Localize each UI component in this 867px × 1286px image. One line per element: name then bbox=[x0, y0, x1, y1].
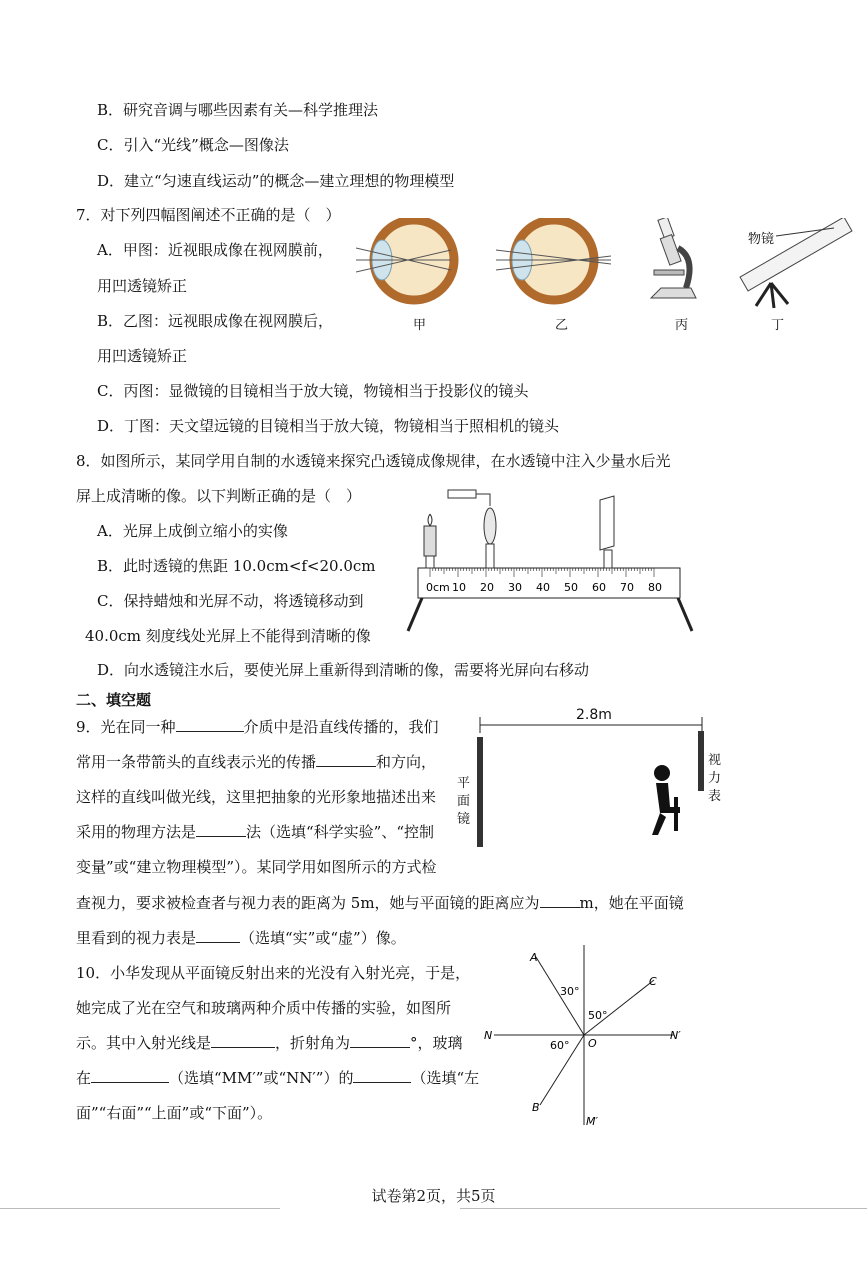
q10-line3 bbox=[76, 1033, 463, 1053]
section-2-title: 二、填空题 bbox=[76, 691, 152, 709]
q10-text-3b: ，折射角为 bbox=[275, 1034, 351, 1052]
point-o-label: O bbox=[588, 1037, 597, 1050]
q10-blank-2[interactable] bbox=[350, 1033, 410, 1048]
point-b-label: B bbox=[532, 1101, 540, 1114]
q9-text-1a: 9．光在同一种 bbox=[76, 718, 176, 736]
page-footer: 试卷第2页，共5页 bbox=[371, 1187, 496, 1205]
point-n-label: N bbox=[484, 1029, 493, 1042]
telescope-objective-label: 物镜 bbox=[748, 232, 775, 247]
eye-chart bbox=[698, 731, 704, 791]
q9-blank-2[interactable] bbox=[316, 752, 376, 767]
fig-label-bing: 丙 bbox=[675, 318, 689, 333]
q6-option-c: C．引入“光线”概念—图像法 bbox=[97, 136, 289, 154]
ruler-tick-label: 40 bbox=[536, 581, 550, 594]
q9-text-7a: 里看到的视力表是 bbox=[76, 929, 197, 947]
angle-50-label: 50° bbox=[588, 1009, 608, 1022]
q7-option-c: C．丙图：显微镜的目镜相当于放大镜，物镜相当于投影仪的镜头 bbox=[97, 382, 529, 400]
q9-line2 bbox=[76, 752, 436, 772]
eye-test-figure bbox=[460, 705, 720, 855]
microscope-figure bbox=[651, 218, 696, 298]
q9-text-6b: m，她在平面镜 bbox=[579, 894, 684, 912]
q9-blank-3[interactable] bbox=[196, 822, 246, 837]
q9-blank-5[interactable] bbox=[196, 928, 240, 943]
angle-60-label: 60° bbox=[550, 1039, 570, 1052]
q10-text-4b: （选填“MM′”或“NN′”）的 bbox=[169, 1069, 354, 1087]
ruler-tick-label: 60 bbox=[592, 581, 606, 594]
mirror-label: 平面镜 bbox=[457, 776, 471, 827]
chart-label: 视力表 bbox=[708, 753, 722, 804]
q8-option-b: B．此时透镜的焦距 10.0cm<f<20.0cm bbox=[97, 557, 376, 575]
ruler-tick-label: 50 bbox=[564, 581, 578, 594]
q9-line7 bbox=[76, 928, 406, 948]
distance-label: 2.8m bbox=[576, 707, 612, 723]
q8-option-a: A．光屏上成倒立缩小的实像 bbox=[97, 522, 288, 540]
q9-text-2b: 和方向， bbox=[376, 753, 437, 771]
point-a-label: A bbox=[530, 951, 538, 964]
fig-label-ding: 丁 bbox=[771, 318, 785, 333]
q9-blank-4[interactable] bbox=[540, 893, 580, 908]
point-m-prime-label: M′ bbox=[586, 1115, 598, 1128]
q8-stem-line2: 屏上成清晰的像。以下判断正确的是（ ） bbox=[76, 487, 362, 505]
q8-option-c-line1: C．保持蜡烛和光屏不动，将透镜移动到 bbox=[97, 592, 364, 610]
q7-option-a-line1: A．甲图：近视眼成像在视网膜前， bbox=[97, 241, 333, 259]
q7-option-b-line2: 用凹透镜矫正 bbox=[97, 347, 188, 365]
fig-label-yi: 乙 bbox=[555, 318, 569, 333]
q9-text-7b: （选填“实”或“虚”）像。 bbox=[240, 929, 406, 947]
q10-text-3a: 示。其中入射光线是 bbox=[76, 1034, 212, 1052]
ruler-tick-labels bbox=[426, 581, 662, 594]
q10-text-4c: （选填“左 bbox=[411, 1069, 480, 1087]
ruler-tick-label: 10 bbox=[452, 581, 466, 594]
ruler-tick-label: 20 bbox=[480, 581, 494, 594]
fig-label-jia: 甲 bbox=[413, 318, 427, 333]
q9-text-4a: 采用的物理方法是 bbox=[76, 823, 197, 841]
q7-option-a-line2: 用凹透镜矫正 bbox=[97, 277, 188, 295]
refraction-figure bbox=[484, 945, 684, 1135]
q8-option-d: D．向水透镜注水后，要使光屏上重新得到清晰的像，需要将光屏向右移动 bbox=[97, 661, 590, 679]
q10-line4 bbox=[76, 1068, 479, 1088]
q10-text-4a: 在 bbox=[76, 1069, 92, 1087]
q9-line4 bbox=[76, 822, 434, 842]
myopia-eye-figure bbox=[356, 220, 454, 300]
q9-text-4b: 法（选填“科学实验”、“控制 bbox=[246, 823, 435, 841]
ruler-tick-label: 80 bbox=[648, 581, 662, 594]
hyperopia-eye-figure bbox=[496, 220, 611, 300]
q9-line5: 变量”或“建立物理模型”）。某同学用如图所示的方式检 bbox=[76, 858, 437, 876]
footer-rule-left bbox=[0, 1208, 280, 1209]
q10-blank-3[interactable] bbox=[91, 1068, 169, 1083]
ray-oc bbox=[584, 980, 654, 1035]
q10-blank-1[interactable] bbox=[211, 1033, 275, 1048]
angle-30-label: 30° bbox=[560, 985, 580, 998]
footer-rule-right bbox=[460, 1208, 867, 1209]
q9-line3: 这样的直线叫做光线，这里把抽象的光形象地描述出来 bbox=[76, 788, 437, 806]
q9-line6 bbox=[76, 893, 684, 913]
ruler-tick-marks bbox=[430, 568, 654, 577]
q9-text-6a: 查视力，要求被检查者与视力表的距离为 5m，她与平面镜的距离应为 bbox=[76, 894, 540, 912]
optical-bench-figure bbox=[400, 486, 700, 641]
q10-text-3c: °，玻璃 bbox=[410, 1034, 463, 1052]
q7-option-d: D．丁图：天文望远镜的目镜相当于放大镜，物镜相当于照相机的镜头 bbox=[97, 417, 560, 435]
point-c-label: C bbox=[649, 975, 657, 988]
q10-line1: 10．小华发现从平面镜反射出来的光没有入射光亮，于是， bbox=[76, 964, 471, 982]
q10-blank-4[interactable] bbox=[353, 1068, 411, 1083]
ruler-tick-label: 70 bbox=[620, 581, 634, 594]
ruler-tick-label: 0cm bbox=[426, 581, 450, 594]
q6-option-b: B．研究音调与哪些因素有关—科学推理法 bbox=[97, 101, 379, 119]
plane-mirror bbox=[477, 737, 483, 847]
q9-text-2a: 常用一条带箭头的直线表示光的传播 bbox=[76, 753, 317, 771]
point-n-prime-label: N′ bbox=[670, 1029, 681, 1042]
q10-line5: 面”“右面”“上面”或“下面”）。 bbox=[76, 1104, 273, 1122]
q10-line2: 她完成了光在空气和玻璃两种介质中传播的实验，如图所 bbox=[76, 999, 452, 1017]
q8-option-c-line2: 40.0cm 刻度线处光屏上不能得到清晰的像 bbox=[85, 627, 371, 645]
q9-blank-1[interactable] bbox=[176, 717, 244, 732]
q9-line1 bbox=[76, 717, 439, 737]
q9-text-1b: 介质中是沿直线传播的，我们 bbox=[243, 718, 439, 736]
q6-option-d: D．建立“匀速直线运动”的概念—建立理想的物理模型 bbox=[97, 172, 455, 190]
seated-person-icon bbox=[652, 765, 680, 835]
q7-stem: 7．对下列四幅图阐述不正确的是（ ） bbox=[76, 206, 341, 224]
ruler-tick-label: 30 bbox=[508, 581, 522, 594]
q7-option-b-line1: B．乙图：远视眼成像在视网膜后， bbox=[97, 312, 334, 330]
q8-stem-line1: 8．如图所示，某同学用自制的水透镜来探究凸透镜成像规律，在水透镜中注入少量水后光 bbox=[76, 452, 671, 470]
